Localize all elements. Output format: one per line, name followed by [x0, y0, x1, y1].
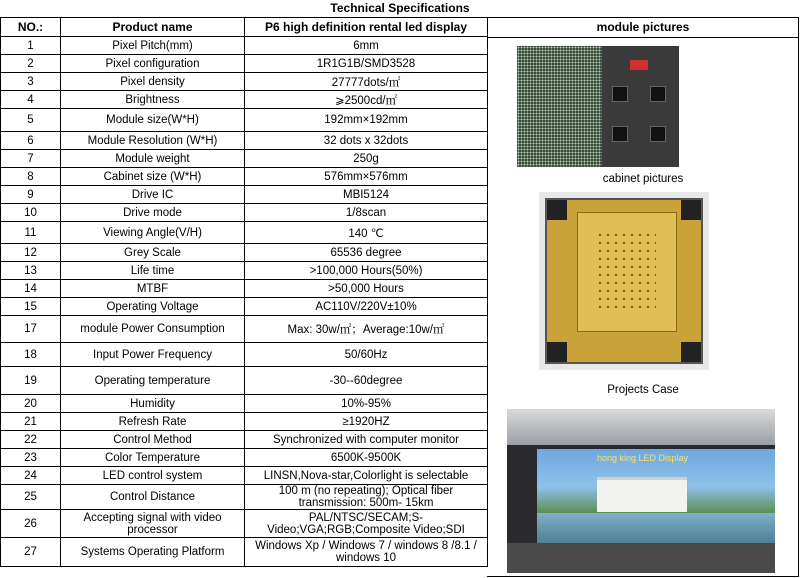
cell-name: Input Power Frequency [61, 343, 245, 367]
cell-no: 27 [1, 538, 61, 567]
cell-no: 19 [1, 367, 61, 395]
cell-no: 23 [1, 449, 61, 467]
cell-name: Control Distance [61, 485, 245, 510]
cell-name: Pixel density [61, 73, 245, 91]
cell-no: 25 [1, 485, 61, 510]
cell-no: 7 [1, 150, 61, 168]
cell-name: Operating temperature [61, 367, 245, 395]
table-row [1, 280, 488, 298]
cell-value: >100,000 Hours(50%) [245, 262, 488, 280]
cell-value: 65536 degree [245, 244, 488, 262]
table-header-row [1, 18, 488, 37]
cell-name: Drive mode [61, 204, 245, 222]
cell-value: Synchronized with computer monitor [245, 431, 488, 449]
table-row [1, 55, 488, 73]
cell-no: 14 [1, 280, 61, 298]
cell-name: Refresh Rate [61, 413, 245, 431]
cell-no: 12 [1, 244, 61, 262]
cell-value: 250g [245, 150, 488, 168]
cell-value: 6500K-9500K [245, 449, 488, 467]
table-row [1, 109, 488, 132]
cabinet-pictures-caption: cabinet pictures [602, 173, 684, 185]
header-product-name: Product name [61, 18, 245, 37]
project-case-picture [507, 409, 775, 573]
cell-name: Color Temperature [61, 449, 245, 467]
cell-value: 100 m (no repeating); Optical fiber transmission: 500m- 15km [245, 485, 488, 510]
cell-value: 576mm×576mm [245, 168, 488, 186]
table-row [1, 73, 488, 91]
cell-value: 6mm [245, 37, 488, 55]
cell-value: 192mm×192mm [245, 109, 488, 132]
table-row [1, 395, 488, 413]
table-row [1, 244, 488, 262]
page-title: Technical Specifications [330, 1, 470, 15]
cell-name: Brightness [61, 91, 245, 109]
cell-no: 8 [1, 168, 61, 186]
table-row [1, 538, 488, 567]
table-row [1, 132, 488, 150]
table-row [1, 431, 488, 449]
cell-no: 18 [1, 343, 61, 367]
module-pictures-header: module pictures [487, 18, 799, 38]
cell-name: Drive IC [61, 186, 245, 204]
cell-value: 1/8scan [245, 204, 488, 222]
cabinet-panel [577, 212, 677, 332]
cell-name: LED control system [61, 467, 245, 485]
cell-value: 1R1G1B/SMD3528 [245, 55, 488, 73]
cell-name: Module size(W*H) [61, 109, 245, 132]
table-row [1, 343, 488, 367]
cell-value: 10%-95% [245, 395, 488, 413]
header-no: NO.: [1, 18, 61, 37]
table-row [1, 204, 488, 222]
cell-value: ≥1920HZ [245, 413, 488, 431]
cell-no: 15 [1, 298, 61, 316]
cell-no: 6 [1, 132, 61, 150]
cell-name: module Power Consumption [61, 316, 245, 343]
cell-name: Operating Voltage [61, 298, 245, 316]
cell-name: Module weight [61, 150, 245, 168]
cell-no: 22 [1, 431, 61, 449]
cell-value: 140 ℃ [245, 222, 488, 244]
cell-name: Pixel configuration [61, 55, 245, 73]
table-row [1, 150, 488, 168]
cell-value: LINSN,Nova-star,Colorlight is selectable [245, 467, 488, 485]
cell-no: 20 [1, 395, 61, 413]
led-screen-display [537, 449, 775, 543]
cell-no: 9 [1, 186, 61, 204]
cell-value: -30--60degree [245, 367, 488, 395]
table-row [1, 449, 488, 467]
cell-no: 17 [1, 316, 61, 343]
cell-name: Cabinet size (W*H) [61, 168, 245, 186]
cell-no: 4 [1, 91, 61, 109]
cell-value: Max: 30w/㎡；Average:10w/㎡ [245, 316, 488, 343]
header-value: P6 high definition rental led display [245, 18, 488, 37]
table-row [1, 485, 488, 510]
table-row [1, 510, 488, 538]
led-pixel-grid [517, 46, 602, 167]
module-backboard [602, 46, 679, 167]
cell-name: Systems Operating Platform [61, 538, 245, 567]
module-picture [517, 46, 679, 167]
cell-value: 50/60Hz [245, 343, 488, 367]
cell-value: >50,000 Hours [245, 280, 488, 298]
table-row [1, 186, 488, 204]
cell-no: 3 [1, 73, 61, 91]
table-row [1, 91, 488, 109]
cell-name: Grey Scale [61, 244, 245, 262]
cell-value: ⩾2500cd/㎡ [245, 91, 488, 109]
spec-table [0, 17, 488, 567]
cell-name: Life time [61, 262, 245, 280]
table-row [1, 467, 488, 485]
table-row [1, 413, 488, 431]
table-row [1, 37, 488, 55]
cell-name: Pixel Pitch(mm) [61, 37, 245, 55]
table-row [1, 262, 488, 280]
cell-no: 1 [1, 37, 61, 55]
cell-value: 32 dots x 32dots [245, 132, 488, 150]
cell-no: 10 [1, 204, 61, 222]
table-row [1, 168, 488, 186]
projects-case-caption: Projects Case [607, 384, 679, 396]
table-row [1, 367, 488, 395]
cabinet-picture [539, 192, 709, 370]
cell-name: Humidity [61, 395, 245, 413]
cell-value: PAL/NTSC/SECAM;S-Video;VGA;RGB;Composite Video;SDI [245, 510, 488, 538]
cell-no: 11 [1, 222, 61, 244]
table-row [1, 316, 488, 343]
cell-no: 2 [1, 55, 61, 73]
pictures-panel [487, 17, 799, 577]
cell-value: AC110V/220V±10% [245, 298, 488, 316]
cell-name: Control Method [61, 431, 245, 449]
table-row [1, 222, 488, 244]
screen-banner-text: hong king LED Display [597, 453, 689, 463]
cell-value: MBI5124 [245, 186, 488, 204]
cell-name: Viewing Angle(V/H) [61, 222, 245, 244]
cabinet-frame [545, 198, 703, 364]
cell-value: Windows Xp / Windows 7 / windows 8 /8.1 / windows 10 [245, 538, 488, 567]
table-row [1, 298, 488, 316]
cell-no: 5 [1, 109, 61, 132]
cell-value: 27777dots/㎡ [245, 73, 488, 91]
cell-no: 24 [1, 467, 61, 485]
cell-name: Module Resolution (W*H) [61, 132, 245, 150]
cell-no: 26 [1, 510, 61, 538]
cell-name: MTBF [61, 280, 245, 298]
cell-name: Accepting signal with video processor [61, 510, 245, 538]
cell-no: 13 [1, 262, 61, 280]
cell-no: 21 [1, 413, 61, 431]
